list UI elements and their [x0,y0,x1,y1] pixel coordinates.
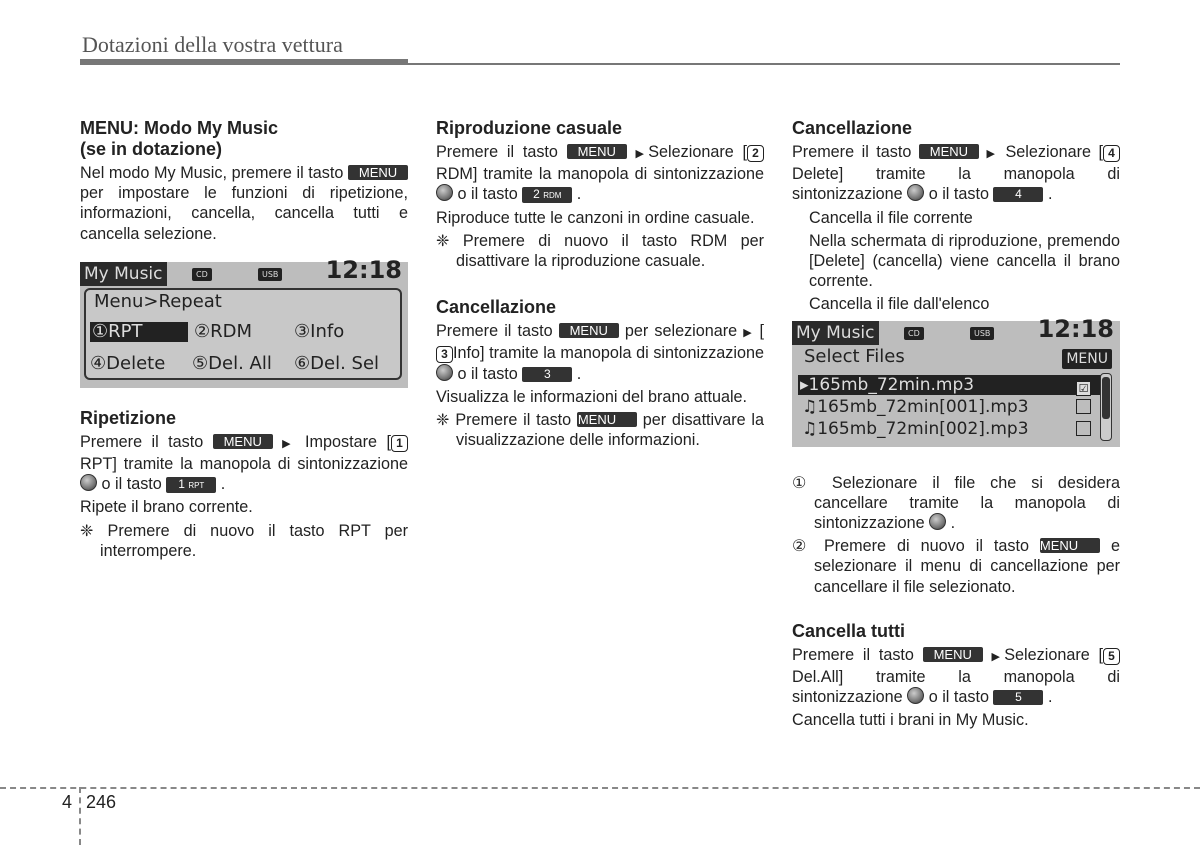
tuning-knob-icon [80,474,97,491]
display-screenshot-select-files [792,314,1120,447]
tuning-knob-icon [436,364,453,381]
page-number: 246 [86,792,117,812]
note: ❈ Premere di nuovo il tasto RPT per interrompere. [80,521,408,560]
menu-key-icon: MENU [567,144,627,159]
paragraph: Premere il tasto MENU ▶Selezionare [ 5Del.All] tramite la manopola di sintonizzazione o il tasto 5 . [792,645,1120,707]
preset-key-5-icon: 5 [993,690,1043,705]
list-item: Nella schermata di riproduzione, premendo [Delete] (cancella) viene cancella il brano corrente. [809,231,1120,291]
chapter-number: 4 [62,792,73,812]
note: ❈ Premere il tasto MENU per disattivare la visualizzazione delle informazioni. [436,411,764,450]
arrow-right-icon: ▶ [743,327,754,340]
section-title: Riproduzione casuale [436,118,623,138]
usb-tag: USB [970,327,994,340]
section-title: Cancellazione [792,118,913,138]
circled-number-icon: 5 [1103,648,1120,665]
tuning-knob-icon [907,184,924,201]
arrow-right-icon: ▶ [635,148,649,160]
circled-number-icon: 2 [747,145,764,162]
preset-key-4-icon: 4 [993,187,1043,202]
column-2 [436,118,764,450]
arrow-right-icon: ▶ [986,148,998,160]
arrow-right-icon: ▶ [991,650,1005,663]
tuning-knob-icon [907,687,924,704]
display-screenshot-repeat-menu [80,255,408,388]
file-row: ♫165mb_72min[002].mp3 [802,418,1029,439]
list-item: Cancella il file corrente [809,208,973,227]
preset-key-1-icon: 1 RPT [166,477,216,493]
note: ❈ Premere di nuovo il tasto RDM per disattivare la riproduzione casuale. [436,231,764,271]
scrollbar-icon [1100,373,1112,441]
section-title: Cancellazione [436,297,557,318]
menu-key-icon: MENU [559,323,619,338]
checkbox-icon: ☑ [1076,377,1091,397]
section-title: Cancella tutti [792,620,906,641]
screen-clock: 12:18 [1037,314,1114,343]
circled-number-icon: 4 [1103,145,1120,162]
cd-tag: CD [192,268,212,281]
usb-tag: USB [258,268,282,281]
header-rule-thin [408,63,1120,65]
paragraph: Visualizza le informazioni del brano attuale. [436,387,748,406]
file-row: ▸165mb_72min.mp3 [798,375,1102,395]
circled-number-icon: 1 [391,435,408,452]
option-rpt: ①RPT [90,322,188,342]
step-item: ① Selezionare il file che si desidera cancellare tramite la manopola di sintonizzazione . [792,473,1120,533]
footer-vertical-divider [79,787,81,845]
option-del-all: ⑤Del. All [192,352,272,374]
menu-key-icon: MENU [213,434,273,449]
screen-clock: 12:18 [325,255,402,284]
paragraph: Ripete il brano corrente. [80,498,253,517]
footer-divider [0,787,1200,789]
section-title: Ripetizione [80,407,177,428]
tuning-knob-icon [929,513,946,530]
list-item: Cancella il file dall'elenco [809,295,990,314]
screen-title: My Music [80,262,167,286]
menu-key-icon: MENU [348,165,408,180]
section-subtitle: (se in dotazione) [80,139,223,159]
paragraph: Premere il tasto MENU ▶ Impostare [ 1 RPT] tramite la manopola di sintonizzazione o il tasto 1 RPT . [80,432,408,494]
menu-key-icon: MENU [919,144,979,159]
paragraph: Premere il tasto MENU per selezionare ▶ [3 Info] tramite la manopola di sintonizzazione o il tasto 3 . [436,322,765,383]
cd-tag: CD [904,327,924,340]
menu-key-icon: MENU [923,647,983,662]
preset-key-3-icon: 3 [522,367,572,382]
paragraph: Premere il tasto MENU ▶Selezionare [ 2RDM] tramite la manopola di sintonizzazione o il tasto 2 RDM . [436,143,764,204]
option-rdm: ②RDM [194,320,253,342]
section-title: MENU: Modo My Music [80,118,278,138]
menu-path: Menu>Repeat [94,290,222,312]
paragraph: Riproduce tutte le canzoni in ordine casuale. [436,208,755,227]
header-rule-thick [80,59,408,65]
option-delete: ④Delete [90,352,166,374]
tuning-knob-icon [436,184,453,201]
paragraph: Premere il tasto MENU ▶ Selezionare [ 4Delete] tramite la manopola di sintonizzazione o il tasto 4 . [792,143,1120,204]
paragraph: Nel modo My Music, premere il tasto MENU per impostare le funzioni di ripetizione, informazioni, cancella, cancella tutti e cancella selezione. [80,164,408,243]
option-info: ③Info [294,320,345,342]
arrow-right-icon: ▶ [282,437,296,450]
column-3 [792,118,1120,731]
menu-box [84,288,402,380]
screen-menu-label: MENU [1062,349,1112,369]
circled-number-icon: 3 [436,346,453,363]
column-1 [80,118,408,561]
menu-key-icon: MENU [577,412,637,427]
checkbox-icon [1076,399,1091,419]
checkbox-icon [1076,421,1091,441]
file-row: ♫165mb_72min[001].mp3 [802,396,1029,417]
step-item: ② Premere di nuovo il tasto MENU e selezionare il menu di cancellazione per cancellare il file selezionato. [792,537,1121,596]
select-files-heading: Select Files [804,345,905,367]
option-del-sel: ⑥Del. Sel [294,352,380,374]
screen-title: My Music [792,321,879,345]
preset-key-2-icon: 2 RDM [522,187,572,203]
page-header-title: Dotazioni della vostra vettura [82,32,343,57]
menu-key-icon: MENU [1040,538,1100,553]
paragraph: Cancella tutti i brani in My Music. [792,711,1029,730]
